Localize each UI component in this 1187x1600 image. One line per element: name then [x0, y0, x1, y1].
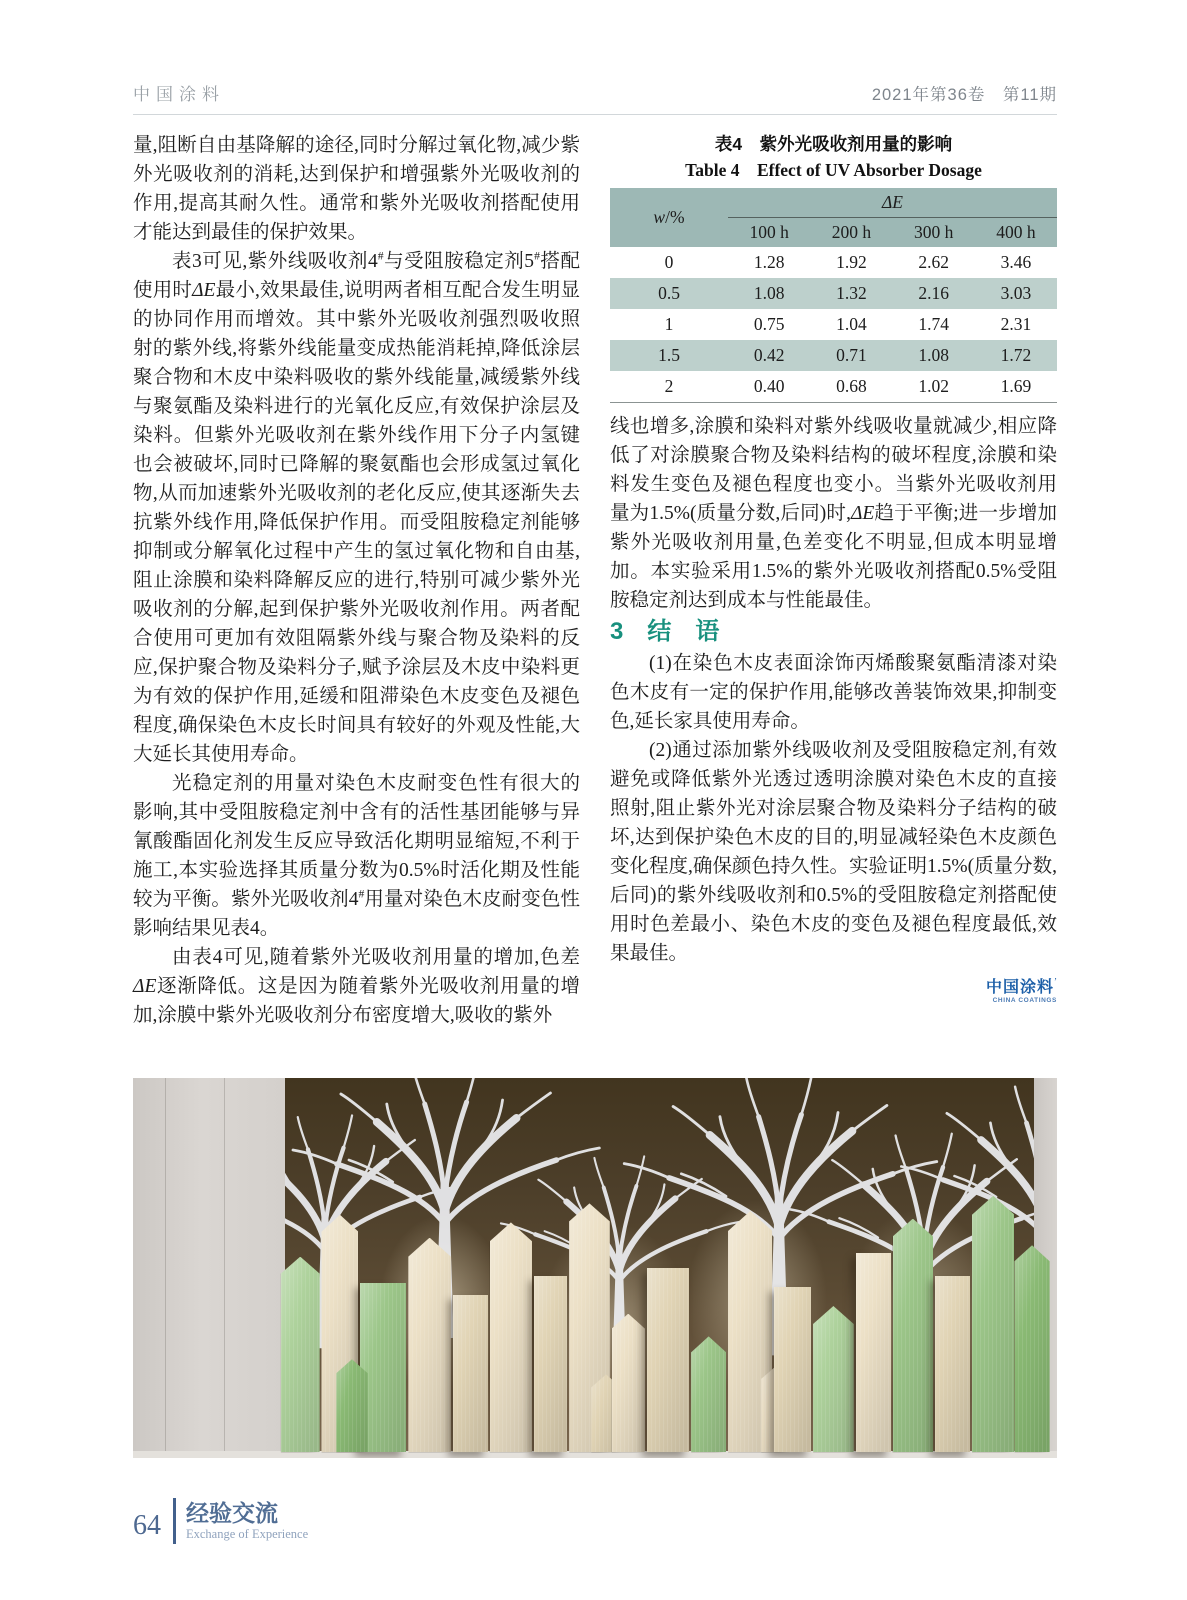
table-row: [610, 309, 1057, 340]
table4-column-header: 300 h: [913, 222, 954, 242]
table-cell-delta-e: 1.32: [836, 283, 867, 303]
wood-block: [453, 1295, 488, 1453]
table-cell-delta-e: 0.75: [753, 314, 785, 334]
table-cell-delta-e: 1.02: [918, 375, 949, 396]
wood-block: [336, 1359, 367, 1452]
article-body: [133, 131, 1057, 1030]
footer-divider: [173, 1498, 176, 1544]
table4-column-header: 100 h: [749, 222, 789, 242]
page-header: [133, 80, 1057, 115]
wood-block: [972, 1196, 1015, 1453]
table4-head: [610, 188, 1057, 247]
left-column: [133, 131, 580, 1030]
page-number: 64: [133, 1510, 161, 1541]
paragraph: 线也增多,涂膜和染料对紫外线吸收量就减少,相应降低了对涂膜聚合物及染料结构的破坏程度,涂膜和染料发生变色及褪色程度也变小。当紫外光吸收剂用量为1.5%(质量分数,后同)时,ΔE趋于平衡;进一步增加紫外光吸收剂用量,色差变化不明显,但成本明显增加。本实验采用1.5%的紫外光吸收剂搭配0.5%受阻胺稳定剂达到成本与性能最佳。: [610, 415, 1058, 611]
table4-column-header: 200 h: [831, 222, 872, 242]
table-cell-delta-e: 2.31: [1000, 314, 1032, 334]
footer-section-cn: 经验交流: [186, 1500, 278, 1526]
table-row: [610, 247, 1057, 278]
page-footer: [133, 1498, 308, 1544]
wood-block: [813, 1306, 854, 1452]
table-row: [610, 371, 1057, 402]
footer-section: [186, 1500, 308, 1542]
footer-section-en: Exchange of Experience: [186, 1527, 309, 1541]
paragraph: 量,阻断自由基降解的途径,同时分解过氧化物,减少紫外光吸收剂的消耗,达到保护和增强紫外光吸收剂的作用,提高其耐久性。通常和紫外光吸收剂搭配使用才能达到最佳的保护效果。: [133, 135, 580, 243]
artwork-photo: [133, 1078, 1057, 1458]
table-cell-dosage: 0: [664, 252, 674, 272]
wood-block: [612, 1314, 645, 1453]
wood-block: [893, 1219, 934, 1453]
table-cell-dosage: 1: [664, 314, 674, 334]
wood-block: [1014, 1245, 1049, 1452]
table-cell-delta-e: 0.68: [836, 375, 867, 396]
wood-block: [774, 1287, 811, 1452]
table4-delta-e-header: ΔE: [728, 188, 1057, 218]
table-cell-delta-e: 1.28: [753, 252, 785, 272]
table-cell-delta-e: 1.74: [918, 314, 949, 334]
logo-text-cn: 中国涂料: [985, 978, 1054, 996]
table-cell-delta-e: 1.04: [836, 314, 867, 334]
table-cell-delta-e: 1.08: [753, 283, 785, 303]
journal-name: 中国涂料: [133, 85, 225, 104]
wood-block: [935, 1276, 970, 1453]
table-cell-delta-e: 1.69: [1000, 375, 1032, 396]
table-cell-delta-e: 1.92: [836, 252, 867, 272]
table4-title-en: Table 4 Effect of UV Absorber Dosage: [685, 160, 982, 180]
table-cell-delta-e: 1.72: [1000, 345, 1032, 365]
table-row: [610, 340, 1057, 371]
table-cell-delta-e: 3.03: [1000, 283, 1032, 303]
table-cell-delta-e: 3.46: [1000, 252, 1032, 272]
table-cell-dosage: 2: [664, 375, 674, 396]
wood-block: [281, 1257, 320, 1453]
table4-body: [610, 247, 1057, 402]
conclusion-item: (1)在染色木皮表面涂饰丙烯酸聚氨酯清漆对染色木皮有一定的保护作用,能够改善装饰效果,抑制变色,延长家具使用寿命。: [610, 652, 1057, 732]
table4-block: [610, 131, 1057, 403]
paragraph: 由表4可见,随着紫外光吸收剂用量的增加,色差ΔE逐渐降低。这是因为随着紫外光吸收剂用量的增加,涂膜中紫外光吸收剂分布密度增大,吸收的紫外: [133, 947, 580, 1026]
wood-block: [856, 1253, 891, 1453]
right-column: [610, 131, 1057, 1030]
table-cell-delta-e: 0.71: [836, 345, 867, 365]
wood-block: [534, 1276, 567, 1453]
table-cell-delta-e: 0.40: [753, 375, 785, 396]
artwork-blocks: [133, 1078, 1057, 1458]
wood-block: [408, 1238, 451, 1453]
table-cell-dosage: 1.5: [658, 345, 680, 365]
section-heading-conclusion: 3 结 语: [610, 617, 720, 645]
table4-title-cn: 表4 紫外光吸收剂用量的影响: [714, 134, 953, 154]
table4: [610, 188, 1057, 403]
table-cell-dosage: 0.5: [658, 283, 680, 303]
issue-info: 2021年第36卷 第11期: [871, 86, 1057, 104]
wood-block: [691, 1336, 726, 1452]
paragraph: 光稳定剂的用量对染色木皮耐变色性有很大的影响,其中受阻胺稳定剂中含有的活性基团能够与异氰酸酯固化剂发生反应导致活化期明显缩短,不利于施工,本实验选择其质量分数为0.5%时活化期及性能较为平衡。紫外光吸收剂4#用量对染色木皮耐变色性影响结果见表4。: [133, 773, 580, 939]
table-row: [610, 278, 1057, 309]
table-cell-delta-e: 1.08: [918, 345, 949, 365]
journal-logo: [610, 976, 1057, 1005]
logo-text-en: CHINA COATINGS: [992, 996, 1057, 1004]
logo-trademark: ’: [1054, 976, 1057, 986]
wood-block: [647, 1268, 690, 1452]
table-cell-delta-e: 2.62: [918, 252, 949, 272]
wood-block: [490, 1222, 533, 1452]
table4-column-header: 400 h: [996, 222, 1036, 242]
table-cell-delta-e: 2.16: [918, 283, 949, 303]
conclusion-item: (2)通过添加紫外线吸收剂及受阻胺稳定剂,有效避免或降低紫外光透过透明涂膜对染色木皮的直接照射,阻止紫外光对涂层聚合物及染料分子结构的破坏,达到保护染色木皮的目的,明显减轻染色木皮颜色变化程度,确保颜色持久性。实验证明1.5%(质量分数,后同)的紫外线吸收剂和0.5%的受阻胺稳定剂搭配使用时色差最小、染色木皮的变色及褪色程度最低,效果最佳。: [610, 739, 1057, 964]
paragraph: 表3可见,紫外线吸收剂4#与受阻胺稳定剂5#搭配使用时ΔE最小,效果最佳,说明两者相互配合发生明显的协同作用而增效。其中紫外光吸收剂强烈吸收照射的紫外线,将紫外线能量变成热能消耗掉,降低涂层聚合物和木皮中染料吸收的紫外线能量,减缓紫外线与聚氨酯及染料进行的光氧化反应,有效保护涂层及染料。但紫外光吸收剂在紫外线作用下分子内氢键也会被破坏,同时已降解的聚氨酯也会形成氢过氧化物,从而加速紫外光吸收剂的老化反应,使其逐渐失去抗紫外线作用,降低保护作用。而受阻胺稳定剂能够抑制或分解氧化过程中产生的氢过氧化物和自由基,阻止涂膜和染料降解反应的进行,特别可减少紫外光吸收剂的分解,起到保护紫外光吸收剂作用。两者配合使用可更加有效阻隔紫外线与聚合物及染料的反应,保护聚合物及染料分子,赋予涂层及木皮中染料更为有效的保护作用,延缓和阻滞染色木皮变色及褪色程度,确保染色木皮长时间具有较好的外观及性能,大大延长其使用寿命。: [133, 249, 580, 765]
table-cell-delta-e: 0.42: [753, 345, 785, 365]
table4-row-header: w/%: [653, 207, 685, 227]
